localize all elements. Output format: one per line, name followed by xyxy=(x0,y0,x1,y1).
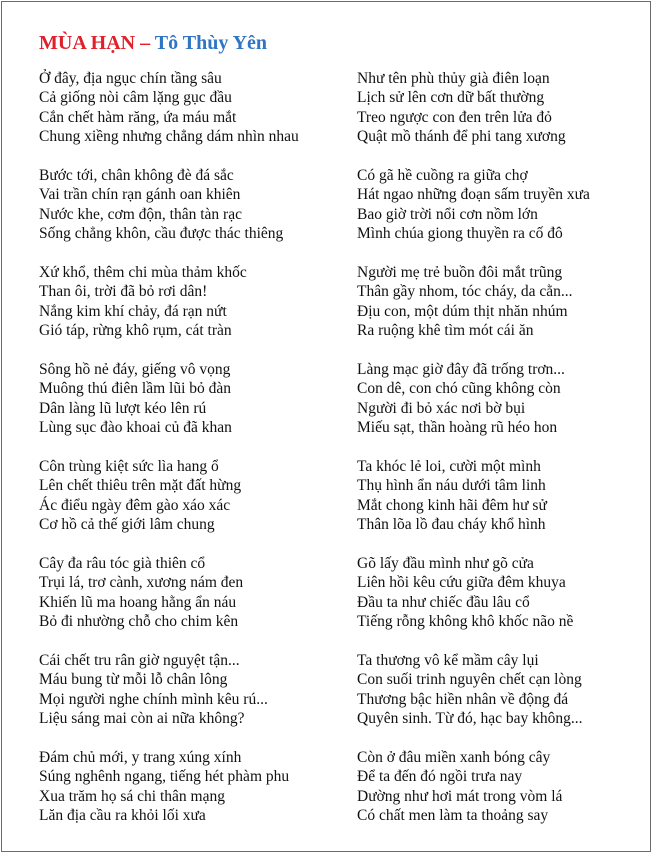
poem-line: Đầu ta như chiếc đầu lâu cổ xyxy=(357,593,530,611)
stanza xyxy=(357,651,647,748)
poem-line: Thụ hình ẩn náu dưới tâm linh xyxy=(357,477,546,495)
stanza xyxy=(39,651,339,748)
poem-line: Cắn chết hàm răng, ứa máu mắt xyxy=(39,108,237,126)
poem-line: Xua trăm họ sá chi thân mạng xyxy=(39,787,225,805)
poem-line: Mình chúa giong thuyền ra cố đô xyxy=(357,225,563,243)
poem-line: Cơ hồ cả thế giới lâm chung xyxy=(39,516,215,534)
poem-line: Người đi bỏ xác nơi bờ bụi xyxy=(357,399,526,417)
poem-line: Mọi người nghe chính mình kêu rú... xyxy=(39,690,268,708)
poem-line: Nước khe, cơm độn, thân tàn rạc xyxy=(39,205,242,223)
stanza xyxy=(39,457,339,554)
poem-line: Lùng sục đào khoai củ đã khan xyxy=(39,419,232,437)
poem-line: Liên hồi kêu cứu giữa đêm khuya xyxy=(357,574,566,592)
poem-line: Trụi lá, trơ cành, xương nám đen xyxy=(39,574,244,592)
poem-line: Treo ngược con đen trên lửa đỏ xyxy=(357,108,552,126)
poem-line: Miếu sạt, thần hoàng rũ héo hon xyxy=(357,419,558,437)
poem-line: Con suối trinh nguyên chết cạn lòng xyxy=(357,671,582,689)
poem-page xyxy=(1,1,651,852)
poem-line: Nắng kim khí chảy, đá rạn nứt xyxy=(39,302,227,320)
poem-line: Than ôi, trời đã bỏ rơi dân! xyxy=(39,283,208,301)
stanza xyxy=(39,748,339,845)
poem-line: Cái chết tru rân giờ nguyệt tận... xyxy=(39,652,240,669)
poem-line: Quyên sinh. Từ đó, hạc bay không... xyxy=(357,710,583,728)
poem-line: Mắt chong kinh hãi đêm hư sử xyxy=(357,496,547,514)
poem-line: Lên chết thiêu trên mặt đất hừng xyxy=(39,477,242,495)
poem-line: Sông hồ nẻ đáy, giếng vô vọng xyxy=(39,361,231,378)
poem-line: Ác điểu ngày đêm gào xáo xác xyxy=(39,496,231,514)
stanza xyxy=(39,166,339,263)
poem-line: Thân lõa lồ đau cháy khổ hình xyxy=(357,516,546,534)
poem-column-left xyxy=(39,69,339,845)
poem-line: Lăn địa cầu ra khỏi lối xưa xyxy=(39,807,206,825)
poem-line: Còn ở đâu miền xanh bóng cây xyxy=(357,749,551,766)
poem-line: Máu bung từ mỗi lỗ chân lông xyxy=(39,671,228,689)
poem-line: Gió táp, rừng khô rụm, cát tràn xyxy=(39,322,232,340)
poem-line: Thân gầy nhom, tóc cháy, da cằn... xyxy=(357,283,573,301)
stanza xyxy=(39,360,339,457)
poem-title xyxy=(39,31,267,55)
stanza xyxy=(357,748,647,845)
poem-line: Ta thương vô kể mầm cây lụi xyxy=(357,652,539,669)
poem-line: Bao giờ trời nổi cơn nồm lớn xyxy=(357,205,538,223)
poem-line: Sống chẳng khôn, cầu được thác thiêng xyxy=(39,225,284,243)
poem-line: Lịch sử lên cơn dữ bất thường xyxy=(357,89,545,107)
stanza xyxy=(357,166,647,263)
poem-line: Hát ngao những đoạn sấm truyền xưa xyxy=(357,186,590,204)
poem-title-main: MÙA HẠN – xyxy=(39,32,151,54)
poem-line: Bước tới, chân không đè đá sắc xyxy=(39,167,234,184)
stanza xyxy=(357,457,647,554)
poem-line: Làng mạc giờ đây đã trống trơn... xyxy=(357,361,565,378)
poem-line: Cả giống nòi câm lặng gục đầu xyxy=(39,89,232,107)
poem-line: Ta khóc lẻ loi, cười một mình xyxy=(357,458,541,475)
poem-line: Dường như hơi mát trong vòm lá xyxy=(357,787,563,805)
stanza xyxy=(39,263,339,360)
poem-line: Chung xiềng nhưng chẳng dám nhìn nhau xyxy=(39,128,299,146)
poem-line: Liệu sáng mai còn ai nữa không? xyxy=(39,710,245,728)
poem-line: Người mẹ trẻ buồn đôi mắt trũng xyxy=(357,264,563,281)
poem-line: Muông thú điên lầm lũi bỏ đàn xyxy=(39,380,232,398)
poem-line: Có gã hề cuồng ra giữa chợ xyxy=(357,167,528,184)
poem-line: Như tên phù thủy già điên loạn xyxy=(357,70,550,87)
poem-line: Gõ lấy đầu mình như gõ cửa xyxy=(357,555,534,572)
poem-line: Con dê, con chó cũng không còn xyxy=(357,380,561,398)
poem-line: Xứ khổ, thêm chi mùa thảm khốc xyxy=(39,264,247,281)
poem-line: Để ta đến đó ngồi trưa nay xyxy=(357,768,523,786)
poem-line: Địu con, một dúm thịt nhăn nhúm xyxy=(357,302,568,320)
poem-line: Bỏ đi nhường chỗ cho chim kên xyxy=(39,613,239,631)
stanza xyxy=(39,554,339,651)
poem-line: Có chất men làm ta thoảng say xyxy=(357,807,549,825)
poem-line: Đám chủ mới, y trang xúng xính xyxy=(39,749,242,766)
poem-line: Dân làng lũ lượt kéo lên rú xyxy=(39,399,207,417)
poem-line: Tiếng rỗng không khô khốc não nề xyxy=(357,613,574,631)
poem-line: Ra ruộng khê tìm mót cái ăn xyxy=(357,322,534,340)
stanza xyxy=(357,360,647,457)
stanza xyxy=(39,69,339,166)
poem-line: Súng nghênh ngang, tiếng hét phàm phu xyxy=(39,768,290,786)
poem-line: Thương bậc hiền nhân về động đá xyxy=(357,690,569,708)
stanza xyxy=(357,554,647,651)
poem-line: Côn trùng kiệt sức lìa hang ổ xyxy=(39,458,219,475)
poem-line: Vai trần chín rạn gánh oan khiên xyxy=(39,186,241,204)
poem-line: Quật mồ thánh để phi tang xương xyxy=(357,128,566,146)
poem-line: Ở đây, địa ngục chín tầng sâu xyxy=(39,70,222,87)
poem-line: Khiến lũ ma hoang hằng ẩn náu xyxy=(39,593,237,611)
poem-author: Tô Thùy Yên xyxy=(154,32,268,54)
poem-column-right xyxy=(357,69,647,845)
poem-line: Cây đa râu tóc già thiên cổ xyxy=(39,555,206,572)
stanza xyxy=(357,69,647,166)
stanza xyxy=(357,263,647,360)
